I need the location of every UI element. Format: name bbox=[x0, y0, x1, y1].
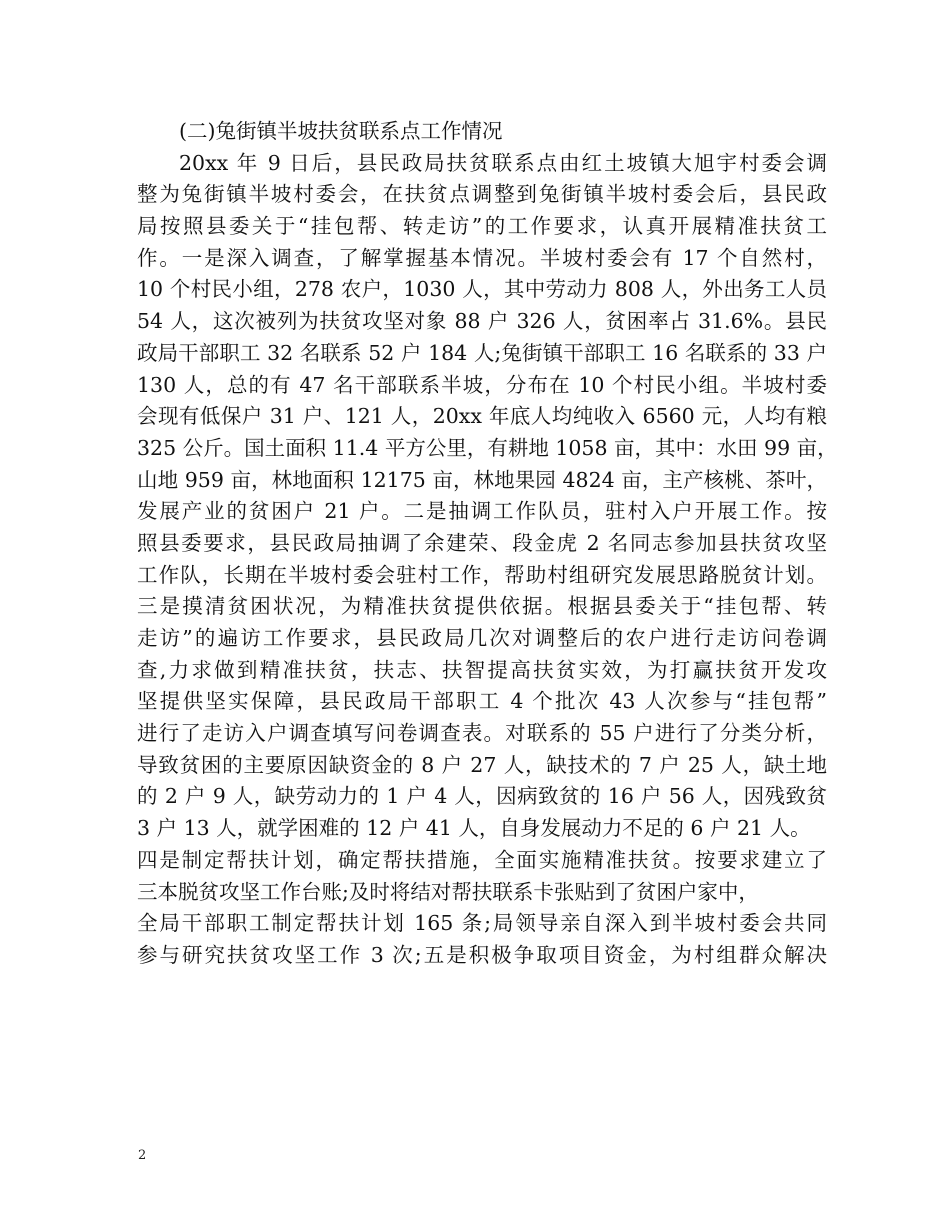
body-line: 工作队，长期在半坡村委会驻村工作，帮助村组研究发展思路脱贫计划。 bbox=[137, 562, 827, 587]
body-line: 三本脱贫攻坚工作台账;及时将结对帮扶联系卡张贴到了贫困户家中， bbox=[137, 879, 759, 904]
page-number: 2 bbox=[138, 1148, 147, 1163]
body-line: 130 人，总的有 47 名干部联系半坡，分布在 10 个村民小组。半坡村委 bbox=[137, 372, 827, 397]
body-line: 局按照县委关于“挂包帮、转走访”的工作要求，认真开展精准扶贫工 bbox=[137, 214, 827, 239]
body-line: 10 个村民小组，278 农户，1030 人，其中劳动力 808 人，外出务工人员 bbox=[137, 277, 827, 302]
body-line: 进行了走访入户调查填写问卷调查表。对联系的 55 户进行了分类分析， bbox=[137, 721, 827, 746]
body-line: 54 人，这次被列为扶贫攻坚对象 88 户 326 人，贫困率占 31.6%。县民 bbox=[137, 309, 827, 334]
body-line: 发展产业的贫困户 21 户。二是抽调工作队员，驻村入户开展工作。按 bbox=[137, 499, 827, 524]
body-line: 政局干部职工 32 名联系 52 户 184 人;兔街镇干部职工 16 名联系的 33 户 bbox=[137, 340, 827, 365]
body-line: 全局干部职工制定帮扶计划 165 条;局领导亲自深入到半坡村委会共同 bbox=[137, 911, 827, 936]
section-heading: (二)兔街镇半坡扶贫联系点工作情况 bbox=[179, 119, 503, 143]
body-line: 坚提供坚实保障，县民政局干部职工 4 个批次 43 人次参与“挂包帮” bbox=[137, 689, 827, 714]
body-line: 325 公斤。国土面积 11.4 平方公里，有耕地 1058 亩，其中：水田 99 亩， bbox=[137, 435, 838, 460]
body-line: 作。一是深入调查，了解掌握基本情况。半坡村委会有 17 个自然村， bbox=[137, 245, 827, 270]
body-line: 3 户 13 人，就学困难的 12 户 41 人，自身发展动力不足的 6 户 21 人。 bbox=[137, 816, 811, 841]
body-line: 三是摸清贫困状况，为精准扶贫提供依据。根据县委关于“挂包帮、转 bbox=[137, 594, 827, 619]
body-line: 整为兔街镇半坡村委会，在扶贫点调整到兔街镇半坡村委会后，县民政 bbox=[137, 182, 827, 207]
body-line: 查,力求做到精准扶贫，扶志、扶智提高扶贫实效，为打赢扶贫开发攻 bbox=[137, 657, 827, 682]
body-line: 会现有低保户 31 户、121 人，20xx 年底人均纯收入 6560 元，人均有粮 bbox=[137, 404, 827, 429]
body-line: 走访”的遍访工作要求，县民政局几次对调整后的农户进行走访问卷调 bbox=[137, 626, 827, 650]
body-line: 四是制定帮扶计划，确定帮扶措施，全面实施精准扶贫。按要求建立了 bbox=[137, 847, 827, 872]
body-line: 照县委要求，县民政局抽调了余建荣、段金虎 2 名同志参加县扶贫攻坚 bbox=[137, 530, 827, 555]
body-line: 山地 959 亩，林地面积 12175 亩，林地果园 4824 亩，主产核桃、茶叶， bbox=[137, 467, 827, 492]
body-line: 导致贫困的主要原因缺资金的 8 户 27 人，缺技术的 7 户 25 人，缺土地 bbox=[137, 752, 827, 777]
body-line: 20xx 年 9 日后，县民政局扶贫联系点由红土坡镇大旭宇村委会调 bbox=[179, 150, 827, 175]
body-line: 参与研究扶贫攻坚工作 3 次;五是积极争取项目资金，为村组群众解决 bbox=[137, 942, 827, 967]
document-body bbox=[137, 116, 838, 972]
body-line: 的 2 户 9 人，缺劳动力的 1 户 4 人，因病致贫的 16 户 56 人，因残致贫 bbox=[137, 784, 827, 809]
